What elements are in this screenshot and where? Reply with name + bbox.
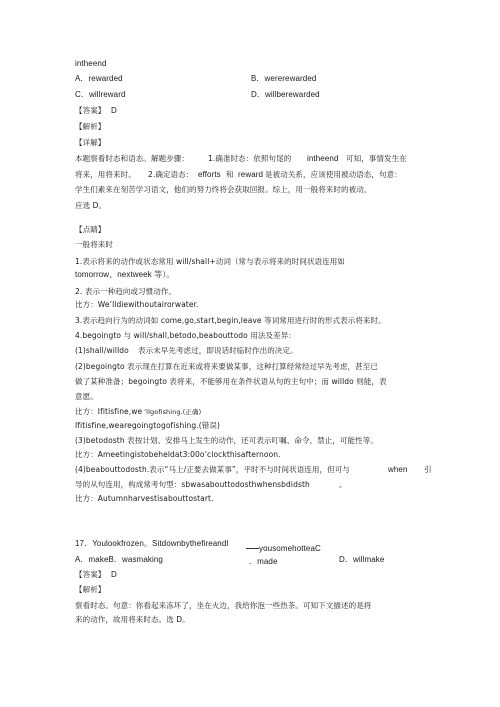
analysis-label: 【解析】 <box>75 585 106 594</box>
rule-example: 比方：Autumnharvestisabouttostart. <box>75 494 214 503</box>
rule-text: 引 <box>424 465 432 474</box>
rule-text: 3.表示趋向行为的动词如 come,go,start,begin,leave 等词常用进行时的形式表示将来时。 <box>75 316 386 325</box>
analysis-text: 来的动作，故用将来时态。选 D。 <box>75 615 190 624</box>
rule-example: 比方：Ameetingistobeheldat3:00o’clockthisafternoon. <box>75 450 281 459</box>
rule-text: 。 <box>339 480 347 489</box>
rule-example: 比方：Ifitisfine,we <box>75 407 143 416</box>
rule-text: (2)begoingto 表示现在打算在近来或将来要做某事，这种打算经常经过早先考虑，甚至已 <box>75 362 378 371</box>
rule-text: 2. 表示一种趋向或习惯动作。 <box>75 287 177 296</box>
rule-text: 1.表示将来的动作或状态常用 will/shall+动词（常与表示将来的时间状语连用如 <box>75 257 345 266</box>
detail-text: 1.确准时态：依照句尾的 <box>208 154 292 163</box>
rule-text: 做了某种准备；begoingto 表将来，不能够用在条件状语从句的主句中；而 willdo 则能，表 <box>75 377 387 386</box>
rule-text: 4.begoingto 与 will/shall,betodo,beabouttodo 用法及差异： <box>75 331 296 340</box>
rule-keyword: when <box>388 465 408 474</box>
analysis-label: 【解析】 <box>75 122 106 131</box>
rule-text: 意愿。 <box>75 392 98 401</box>
answer-label: 【答案】 <box>75 106 106 115</box>
rule-text: 表示未早先考虑过，即说话时临时作出的决定。 <box>138 346 298 355</box>
detail-text: 是被动关系，应该使用被动语态，句意： <box>265 170 402 179</box>
tip-title: 一般将来时 <box>75 240 113 249</box>
detail-keyword: efforts <box>198 170 221 179</box>
rule-text: tomorrow、nextweek 等）。 <box>75 270 175 279</box>
question-stem: yousomehotteaC <box>259 544 321 553</box>
rule-text: (4)beabouttodosth.表示“马上/正要去做某事”，平时不与时间状语连用，但可与 <box>75 465 350 474</box>
question-stem-tail: intheend <box>75 59 107 68</box>
answer-value: D <box>111 570 117 579</box>
option-a-b: A．makeB．wasmaking <box>75 555 163 564</box>
rule-text: (1)shall/willdo <box>75 346 129 355</box>
analysis-text: 察看时态。句意：你看起来冻坏了，坐在火边，我给你泡一些热茶。可知下文描述的是将 <box>75 601 372 610</box>
detail-keyword: reward <box>238 170 264 179</box>
rule-example: ’llgofishing.(正确) <box>144 408 202 416</box>
answer-blank <box>246 548 259 549</box>
option-a: A．rewarded <box>75 74 123 83</box>
rule-example: 比方：We’lldiewithoutairorwater. <box>75 300 199 309</box>
question-stem: 17．Youlookfrozen。Sitdownbythefireandl <box>75 539 229 548</box>
option-c: C．willreward <box>75 90 126 99</box>
answer-value: D <box>111 106 117 115</box>
tip-label: 【点睛】 <box>75 225 106 234</box>
detail-text: 和 <box>226 170 234 179</box>
detail-text: 学生们素来在刻苦学习语文，他们的努力终将会获取回报。综上，用一般将来时的被动。 <box>75 185 372 194</box>
detail-text: 2.确定语态： <box>148 170 194 179</box>
option-d: D．willberewarded <box>251 90 320 99</box>
detail-text: 应选 D。 <box>75 201 107 210</box>
detail-text: 可知，事情发生在 <box>346 154 407 163</box>
detail-keyword: intheend <box>307 154 339 163</box>
option-b: B．wererewarded <box>251 74 317 83</box>
detail-text: 将来，用将来时。 <box>75 170 136 179</box>
rule-example: Ifitisfine,wearegoingtogofishing.(错误) <box>75 421 220 430</box>
rule-text: 导的从句连用，构成常考句型：sbwasabouttodosthwhensbdidsth <box>75 480 310 489</box>
option-c: ．made <box>249 557 278 566</box>
detail-text: 本题察看时态和语态。解题步骤： <box>75 154 189 163</box>
detail-label: 【详解】 <box>75 138 106 147</box>
answer-label: 【答案】 <box>75 570 106 579</box>
rule-text: (3)betodosth 表按计划、安排马上发生的动作，还可表示叮嘱、命令、禁止，可能性等。 <box>75 436 378 445</box>
option-d: D．willmake <box>339 555 385 564</box>
